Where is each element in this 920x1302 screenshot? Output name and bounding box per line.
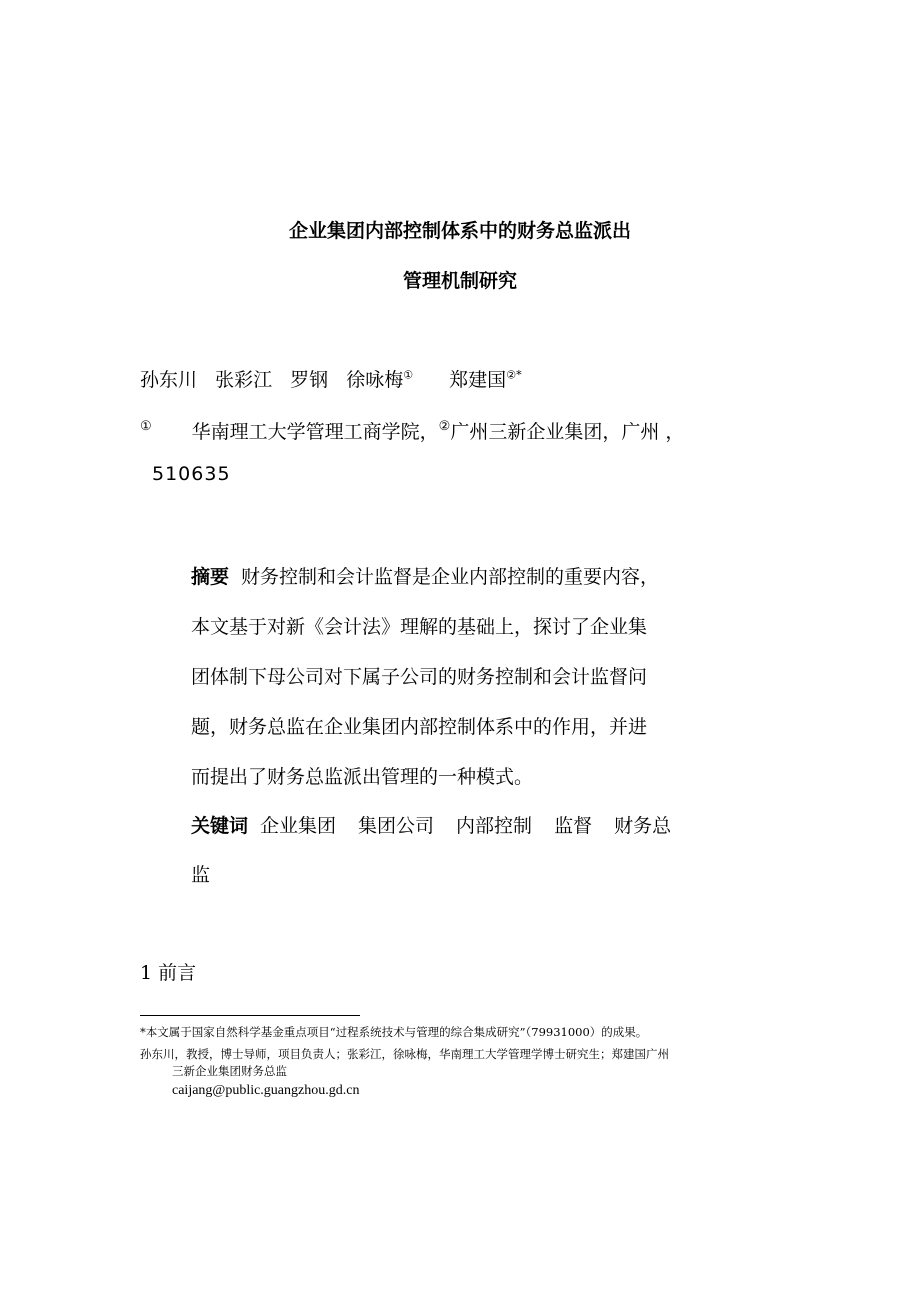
- keyword: 内部控制: [456, 815, 533, 837]
- author-name: 郑建国: [449, 369, 507, 391]
- affiliation-marker-2: ②: [438, 419, 451, 434]
- postcode: 510635: [152, 463, 231, 485]
- abstract-line: 而提出了财务总监派出管理的一种模式。: [191, 766, 534, 788]
- affiliation-marker-1: ①: [403, 368, 414, 382]
- affiliation-marker-2: ②: [506, 368, 517, 382]
- footnote-authors: 孙东川，教授，博士导师，项目负责人；张彩江，徐咏梅，华南理工大学管理学博士研究生；郑建国广州: [140, 1047, 669, 1061]
- keywords-label: 关键词: [191, 815, 249, 837]
- abstract-line: 本文基于对新《会计法》理解的基础上，探讨了企业集: [191, 616, 648, 638]
- abstract-text: 财务控制和会计监督是企业内部控制的重要内容，: [241, 566, 660, 588]
- section-heading: 1 前言: [140, 962, 197, 984]
- affiliation-text-2: 广州三新企业集团，广州 ，: [450, 421, 685, 443]
- footnote-authors-continued: 三新企业集团财务总监: [172, 1064, 287, 1078]
- author-list: [140, 365, 522, 392]
- paper-title-line-2: 管理机制研究: [402, 270, 517, 292]
- keyword: 监督: [554, 815, 593, 837]
- author-name: 罗钢: [290, 369, 329, 391]
- keywords-line: [191, 811, 671, 838]
- footnote-star: *: [516, 368, 522, 382]
- author-name: 孙东川: [140, 369, 198, 391]
- keyword: 财务总: [614, 815, 672, 837]
- keyword: 企业集团: [260, 815, 337, 837]
- abstract-line: [191, 562, 659, 589]
- affiliation: [140, 417, 684, 444]
- abstract-line: 题，财务总监在企业集团内部控制体系中的作用，并进: [191, 716, 648, 738]
- footnote-email: caijang@public.guangzhou.gd.cn: [172, 1083, 360, 1098]
- author-name: 张彩江: [215, 369, 273, 391]
- affiliation-marker-1: ①: [140, 419, 152, 434]
- keywords-continuation: 监: [191, 864, 211, 886]
- affiliation-text-1: 华南理工大学管理工商学院，: [191, 421, 439, 443]
- footnote-funding: *本文属于国家自然科学基金重点项目“过程系统技术与管理的综合集成研究”（79931000）的成果。: [140, 1025, 648, 1039]
- paper-title-line-1: 企业集团内部控制体系中的财务总监派出: [288, 220, 631, 242]
- author-name: 徐咏梅: [346, 369, 404, 391]
- abstract-line: 团体制下母公司对下属子公司的财务控制和会计监督问: [191, 666, 648, 688]
- abstract-label: 摘要: [191, 566, 230, 588]
- keyword: 集团公司: [358, 815, 435, 837]
- footnote-separator: [140, 1015, 360, 1016]
